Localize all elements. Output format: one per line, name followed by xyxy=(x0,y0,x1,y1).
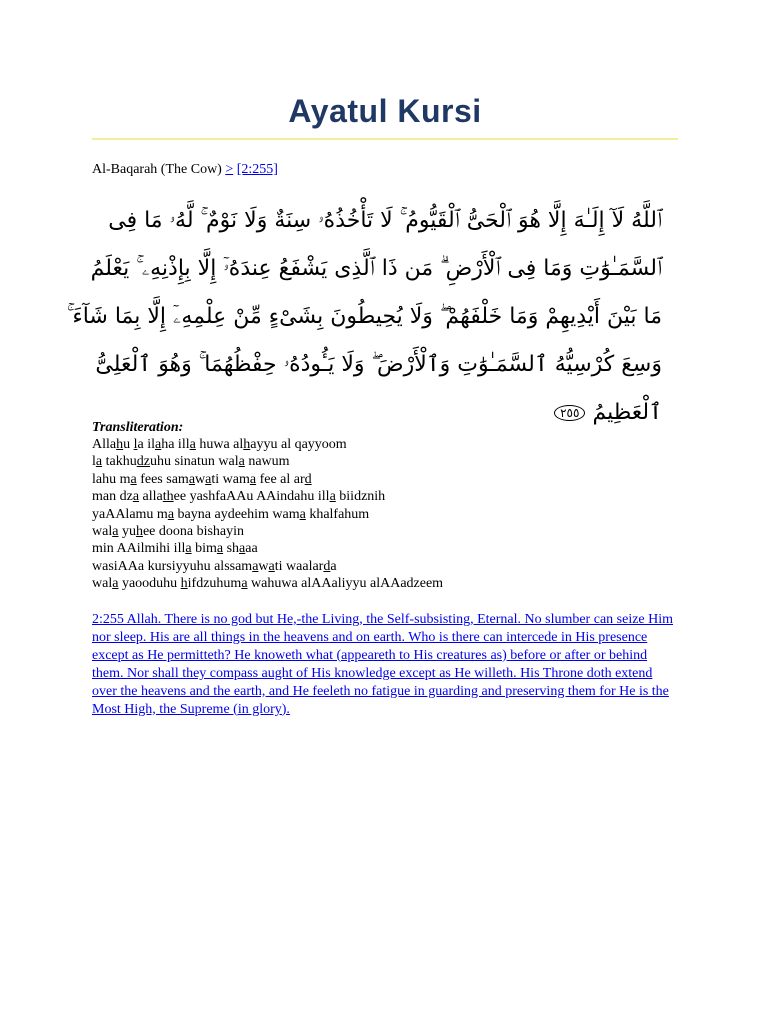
ayah-number-marker: ٢٥٥ xyxy=(554,405,585,421)
arabic-line-text: ٱلْعَظِيمُ xyxy=(592,400,662,425)
transliteration-line: wasiAAa kursiyyuhu alssamawati waalarda xyxy=(92,558,337,574)
transliteration-heading: Transliteration: xyxy=(92,420,184,435)
verse-reference-link[interactable]: [2:255] xyxy=(236,162,278,177)
arabic-line: ٱلسَّمَـٰوَٰتِ وَمَا فِى ٱلْأَرْضِ ۗ مَن ذَا ٱلَّذِى يَشْفَعُ عِندَهُۥٓ إِلَّا بِإِذْنِهِۦ ۚ يَعْلَمُ xyxy=(90,256,662,281)
transliteration-line: wala yaooduhu hifdzuhuma wahuwa alAAaliyyu alAAadzeem xyxy=(92,576,444,592)
arabic-line: وَسِعَ كُرْسِيُّهُ ٱلسَّمَـٰوَٰتِ وَٱلْأَرْضَ ۖ وَلَا يَـُٔودُهُۥ حِفْظُهُمَا ۚ وَهُوَ ٱلْعَلِىُّ xyxy=(95,352,662,377)
page-title: Ayatul Kursi xyxy=(288,93,482,129)
transliteration-line: min AAilmihi illa bima shaaa xyxy=(92,541,258,557)
transliteration-line: lahu ma fees samawati wama fee al ard xyxy=(92,471,312,487)
arabic-verse xyxy=(66,197,662,425)
arabic-line: مَا بَيْنَ أَيْدِيهِمْ وَمَا خَلْفَهُمْ ۖ وَلَا يُحِيطُونَ بِشَىْءٍ مِّنْ عِلْمِهِۦٓ إِلَّا بِمَا شَآءَ ۚ xyxy=(66,304,662,329)
surah-name: Al-Baqarah (The Cow) xyxy=(92,162,222,177)
document-page xyxy=(66,0,678,719)
title-divider xyxy=(92,138,678,140)
transliteration-line: Allahu la ilaha illa huwa alhayyu al qayyoom xyxy=(92,437,347,452)
translation-link[interactable]: 2:255 Allah. There is no god but He,-the Living, the Self-subsisting, Eternal. No slumber can seize Him nor sleep. His are all things in the heavens and on earth. Who is there can intercede in His presence except as He permitteth? He knoweth what (appeareth to His creatures as) before or after or behind them. Nor shall they compass aught of His knowledge except as He willeth. His Throne doth extend over the heavens and the earth, and He feeleth no fatigue in guarding and preserving them for He is the Most High, the Supreme (in glory). xyxy=(92,611,674,717)
source-line xyxy=(92,161,678,179)
next-link[interactable]: > xyxy=(225,162,234,177)
transliteration-line: yaAAlamu ma bayna aydeehim wama khalfahum xyxy=(92,506,370,522)
transliteration-line: man dza allathee yashfaAAu AAindahu illa biidznih xyxy=(92,489,386,505)
arabic-line: ٱللَّهُ لَآ إِلَـٰهَ إِلَّا هُوَ ٱلْحَىُّ ٱلْقَيُّومُ ۚ لَا تَأْخُذُهُۥ سِنَةٌ وَلَا نَوْمٌ ۚ لَّهُۥ مَا فِى xyxy=(108,208,662,233)
transliteration-block xyxy=(92,436,678,593)
transliteration-line: la takhudzuhu sinatun wala nawum xyxy=(92,454,290,470)
transliteration-line: wala yuhee doona bishayin xyxy=(92,524,245,540)
